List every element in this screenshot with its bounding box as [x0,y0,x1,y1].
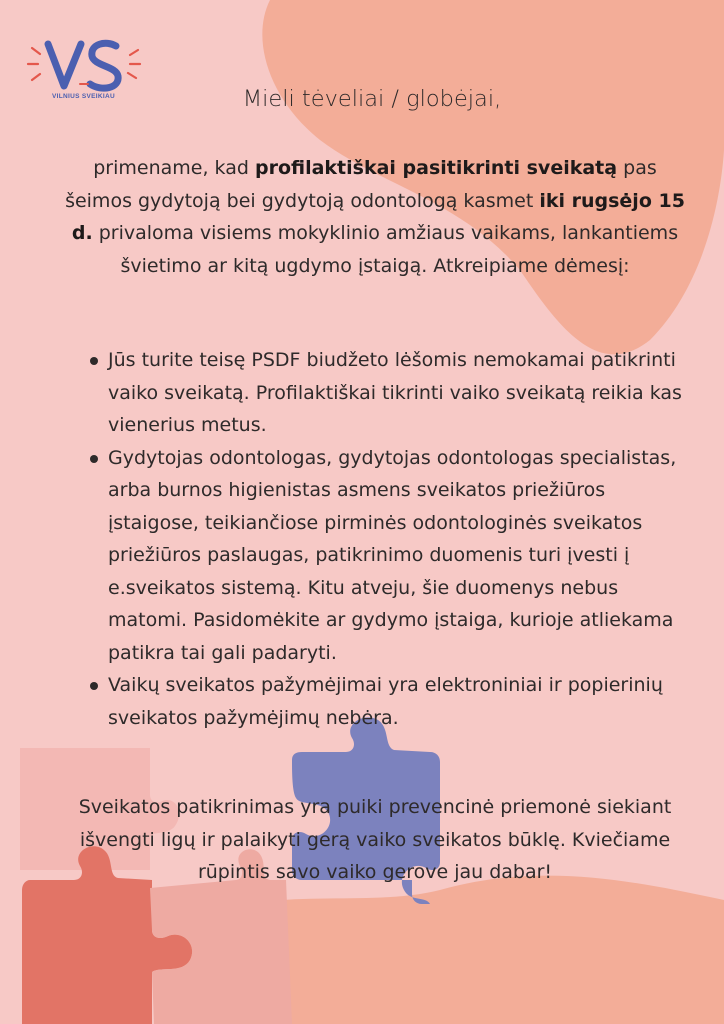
bullet-dot-icon [90,455,98,463]
intro-bold-2: iki rugsėjo 15 d. [71,189,685,244]
list-item-text: Vaikų sveikatos pažymėjimai yra elektroniniai ir popierinių sveikatos pažymėjimų nebėra. [108,674,663,729]
notice-list [90,344,690,734]
intro-paragraph [60,152,690,282]
closing-paragraph: Sveikatos patikrinimas yra puiki prevencinė priemonė siekiant išvengti ligų ir palaikyti gerą vaiko sveikatos būklę. Kviečiame rūpintis savo vaiko gerove jau dabar! [78,796,672,883]
list-item [90,344,690,442]
bullet-dot-icon [90,682,98,690]
logo-caption: VILNIUS SVEIKIAU [52,93,115,100]
list-item-text: Jūs turite teisę PSDF biudžeto lėšomis nemokamai patikrinti vaiko sveikatą. Profilaktiškai tikrinti vaiko sveikatą reikia kas vienerius metus. [108,349,682,436]
list-item [90,442,690,670]
intro-text-1: primename, kad [93,157,255,179]
bullet-dot-icon [90,357,98,365]
intro-text-3: privaloma visiems mokyklinio amžiaus vaikams, lankantiems švietimo ar kitą ugdymo įstaigą. Atkreipiame dėmesį: [92,222,679,277]
list-item-text: Gydytojas odontologas, gydytojas odontologas specialistas, arba burnos higienistas asmens sveikatos priežiūros įstaigose, teikiančiose pirminės odontologinės sveikatos priežiūros paslaugas, patikrinimo duomenis turi įvesti į e.sveikatos sistemą. Kitu atveju, šie duomenys nebus matomi. Pasidomėkite ar gydymo įstaiga, kurioje atliekama patikra tai gali padaryti. [108,446,677,664]
intro-bold-1: profilaktiškai pasitikrinti sveikatą [254,157,618,179]
intro-text-2: pas šeimos gydytoją bei gydytoją odontologą kasmet [65,157,657,212]
list-item [90,669,690,734]
greeting-heading: Mieli tėveliai / globėjai, [242,86,502,112]
